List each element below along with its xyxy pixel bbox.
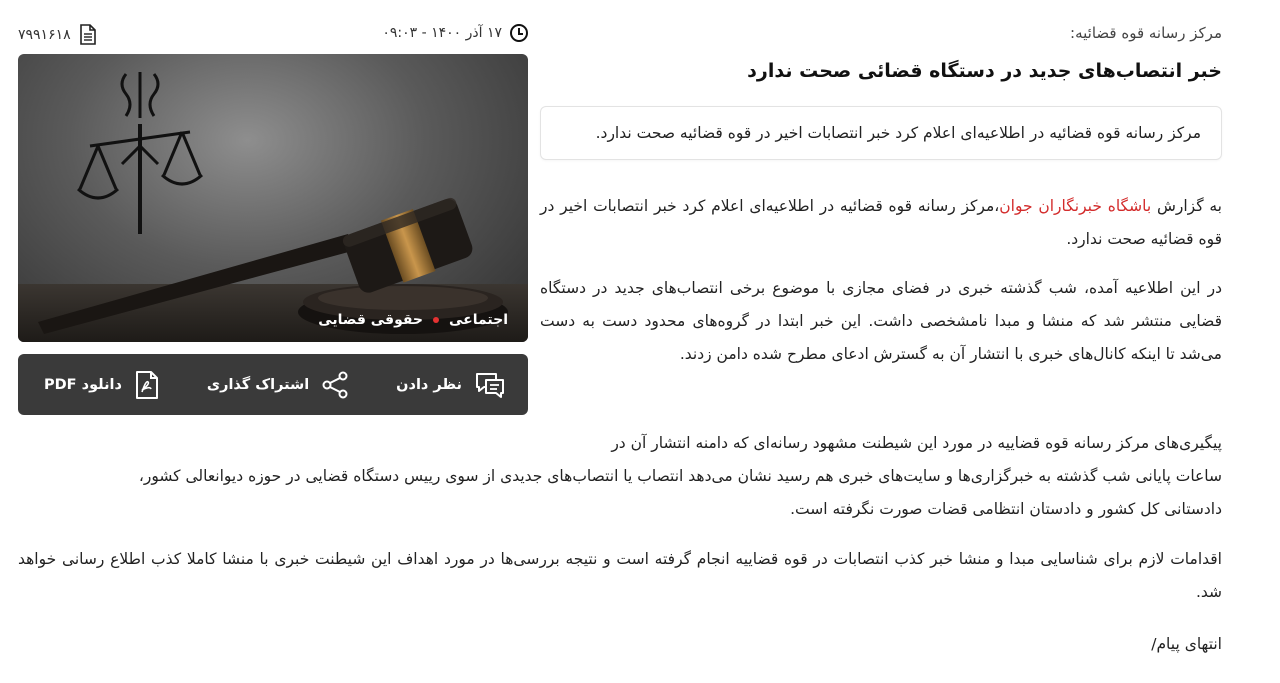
action-bar xyxy=(18,354,528,415)
paragraph-4-text: اقدامات لازم برای شناسایی مبدا و منشا خبر کذب انتصابات در قوه قضاییه انجام گرفته است و نتیجه بررسی‌ها در مورد اهداف این شیطنت خبری با منشا کاملا کذب اطلاع رسانی خواهد شد. xyxy=(18,550,1222,601)
hero-image xyxy=(18,54,528,342)
article-paragraph-5 xyxy=(18,628,1222,661)
tag-social[interactable]: اجتماعی xyxy=(449,312,508,328)
pdf-icon xyxy=(134,370,160,400)
publish-date-text: ۱۷ آذر ۱۴۰۰ - ۰۹:۰۳ xyxy=(382,25,502,41)
paragraph-3-line-2: ساعات پایانی شب گذشته به خبرگزاری‌ها و سایت‌های خبری هم رسید نشان می‌دهد انتصاب یا انتصاب‌های جدیدی از سوی رییس دستگاه قضایی در حوزه دیوانعالی کشور، xyxy=(138,467,1222,485)
comment-icon xyxy=(474,371,506,399)
news-id-text: ۷۹۹۱۶۱۸ xyxy=(18,26,71,43)
hero-tags xyxy=(318,312,508,328)
article-lead: مرکز رسانه قوه قضائیه در اطلاعیه‌ای اعلام کرد خبر انتصابات اخیر در قوه قضائیه صحت ندارد. xyxy=(540,106,1222,160)
share-label: اشتراک گذاری xyxy=(206,376,310,393)
article-paragraph-3 xyxy=(18,427,1222,526)
comment-button[interactable] xyxy=(396,371,506,399)
share-button[interactable] xyxy=(207,371,349,399)
end-of-message: انتهای پیام/ xyxy=(1151,635,1222,653)
article-paragraph-1 xyxy=(540,190,1222,256)
article-pretitle: مرکز رسانه قوه قضائیه: xyxy=(1070,24,1222,42)
article-paragraph-4 xyxy=(18,543,1222,609)
news-id xyxy=(18,24,96,45)
scales-emblem xyxy=(78,72,202,234)
paragraph-3-line-3: دادستانی کل کشور و دادستان انتظامی قضات صورت نگرفته است. xyxy=(790,500,1222,518)
article-paragraph-2: در این اطلاعیه آمده، شب گذشته خبری در فضای مجازی با موضوع برخی انتصاب‌های جدید در دستگاه قضایی منتشر شد که منشا و مبدا نامشخصی داشت. این خبر ابتدا در گروه‌های محدود دست به دست می‌شد تا اینکه کانال‌های خبری با انتشار آن به گسترش ادعای مطرح شده دامن زدند. xyxy=(540,279,1222,363)
share-icon xyxy=(321,371,349,399)
paragraph-3-line-1: پیگیری‌های مرکز رسانه قوه قضاییه در مورد این شیطنت مشهود رسانه‌ای که دامنه انتشار آن در xyxy=(611,434,1222,452)
publish-date xyxy=(382,24,528,42)
article-title: خبر انتصاب‌های جدید در دستگاه قضائی صحت ندارد xyxy=(747,60,1222,82)
paragraph-1-prefix: به گزارش xyxy=(1151,197,1222,215)
tag-legal-judicial[interactable]: حقوقی قضایی xyxy=(318,312,424,328)
clock-icon xyxy=(510,24,528,42)
comment-label: نظر دادن xyxy=(396,376,462,393)
download-pdf-label: دانلود PDF xyxy=(44,376,122,393)
document-icon xyxy=(79,24,96,45)
article-meta xyxy=(18,24,528,50)
download-pdf-button[interactable] xyxy=(44,370,160,400)
paragraph-1-rest: ،مرکز رسانه قوه قضائیه در اطلاعیه‌ای اعلام کرد خبر انتصابات اخیر در قوه قضائیه صحت ندارد. xyxy=(540,197,1222,248)
article xyxy=(540,22,1222,371)
source-link[interactable]: باشگاه خبرنگاران جوان xyxy=(999,197,1152,215)
gavel-scales-illustration xyxy=(18,54,528,342)
tag-separator-dot xyxy=(433,317,439,323)
